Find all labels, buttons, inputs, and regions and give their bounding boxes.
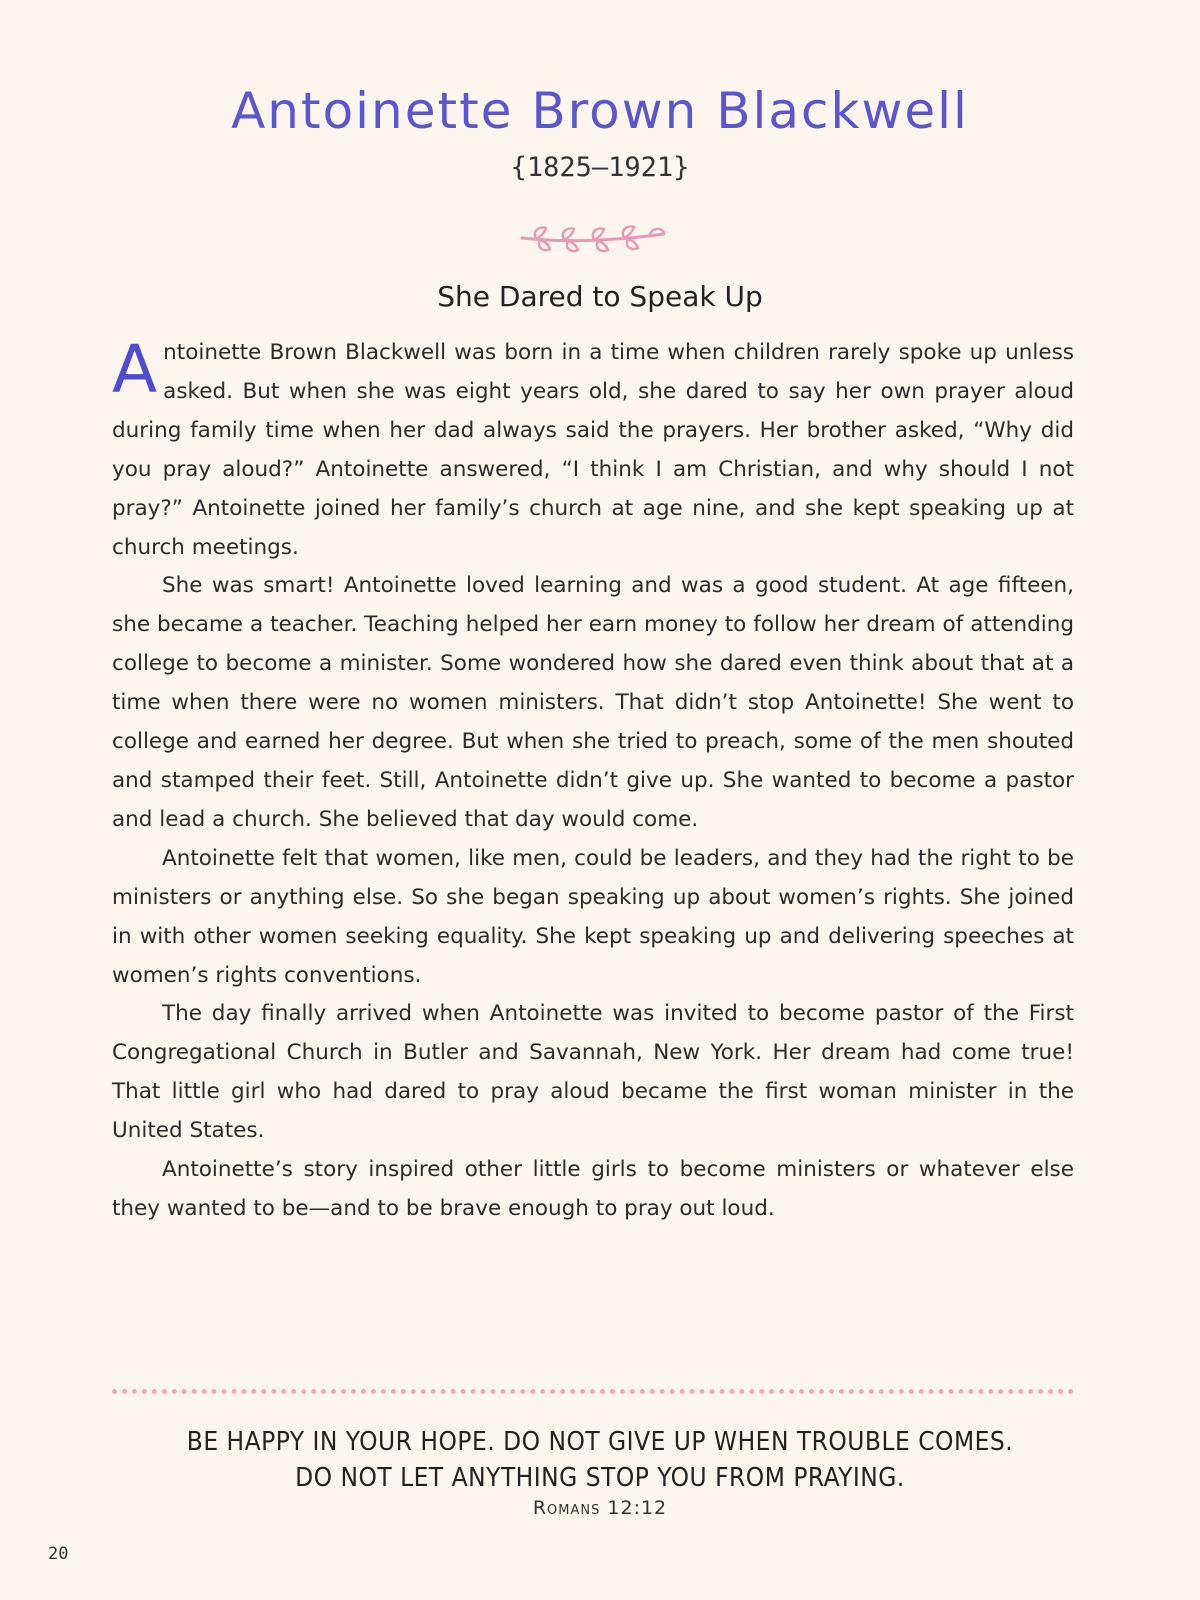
story-body xyxy=(112,331,1074,1229)
verse-line: DO NOT LET ANYTHING STOP YOU FROM PRAYING. xyxy=(295,1463,905,1493)
leafy-sprig-icon xyxy=(518,218,668,258)
drop-cap: A xyxy=(112,331,158,408)
story-paragraph: Antoinette felt that women, like men, could be leaders, and they had the right to be ministers or anything else. So she began speaking up about women’s rights. She joined in with other women seeking equality. She kept speaking up and delivering speeches at women’s rights conventions. xyxy=(112,845,1074,988)
verse-line: BE HAPPY IN YOUR HOPE. DO NOT GIVE UP WHEN TROUBLE COMES. xyxy=(186,1427,1014,1457)
story-paragraph xyxy=(112,331,1074,567)
bible-verse xyxy=(0,1424,1200,1496)
life-dates: {1825–1921} xyxy=(510,152,690,183)
page-title: Antoinette Brown Blackwell xyxy=(231,82,969,140)
dotted-divider xyxy=(112,1389,1074,1394)
page-number: 20 xyxy=(48,1544,69,1564)
first-paragraph-text: ntoinette Brown Blackwell was born in a time when children rarely spoke up unless asked. But when she was eight years old, she dared to say her own prayer aloud during family time when her dad always said the prayers. Her brother asked, “Why did you pray aloud?” Antoinette answered, “I think I am Christian, and why should I not pray?” Antoinette joined her family’s church at age nine, and she kept speaking up at church meetings. xyxy=(112,340,1074,560)
story-paragraph: Antoinette’s story inspired other little girls to become ministers or whatever else they wanted to be—and to be brave enough to pray out loud. xyxy=(112,1157,1074,1221)
story-paragraph: The day finally arrived when Antoinette was invited to become pastor of the First Congregational Church in Butler and Savannah, New York. Her dream had come true! That little girl who had dared to pray aloud became the first woman minister in the United States. xyxy=(112,1001,1074,1144)
story-paragraph: She was smart! Antoinette loved learning and was a good student. At age fifteen, she became a teacher. Teaching helped her earn money to follow her dream of attending college to become a minister. Some wondered how she dared even think about that at a time when there were no women ministers. That didn’t stop Antoinette! She went to college and earned her degree. But when she tried to preach, some of the men shouted and stamped their feet. Still, Antoinette didn’t give up. She wanted to become a pastor and lead a church. She believed that day would come. xyxy=(112,573,1074,832)
verse-reference: Romans 12:12 xyxy=(532,1497,668,1519)
story-subtitle: She Dared to Speak Up xyxy=(437,280,763,313)
